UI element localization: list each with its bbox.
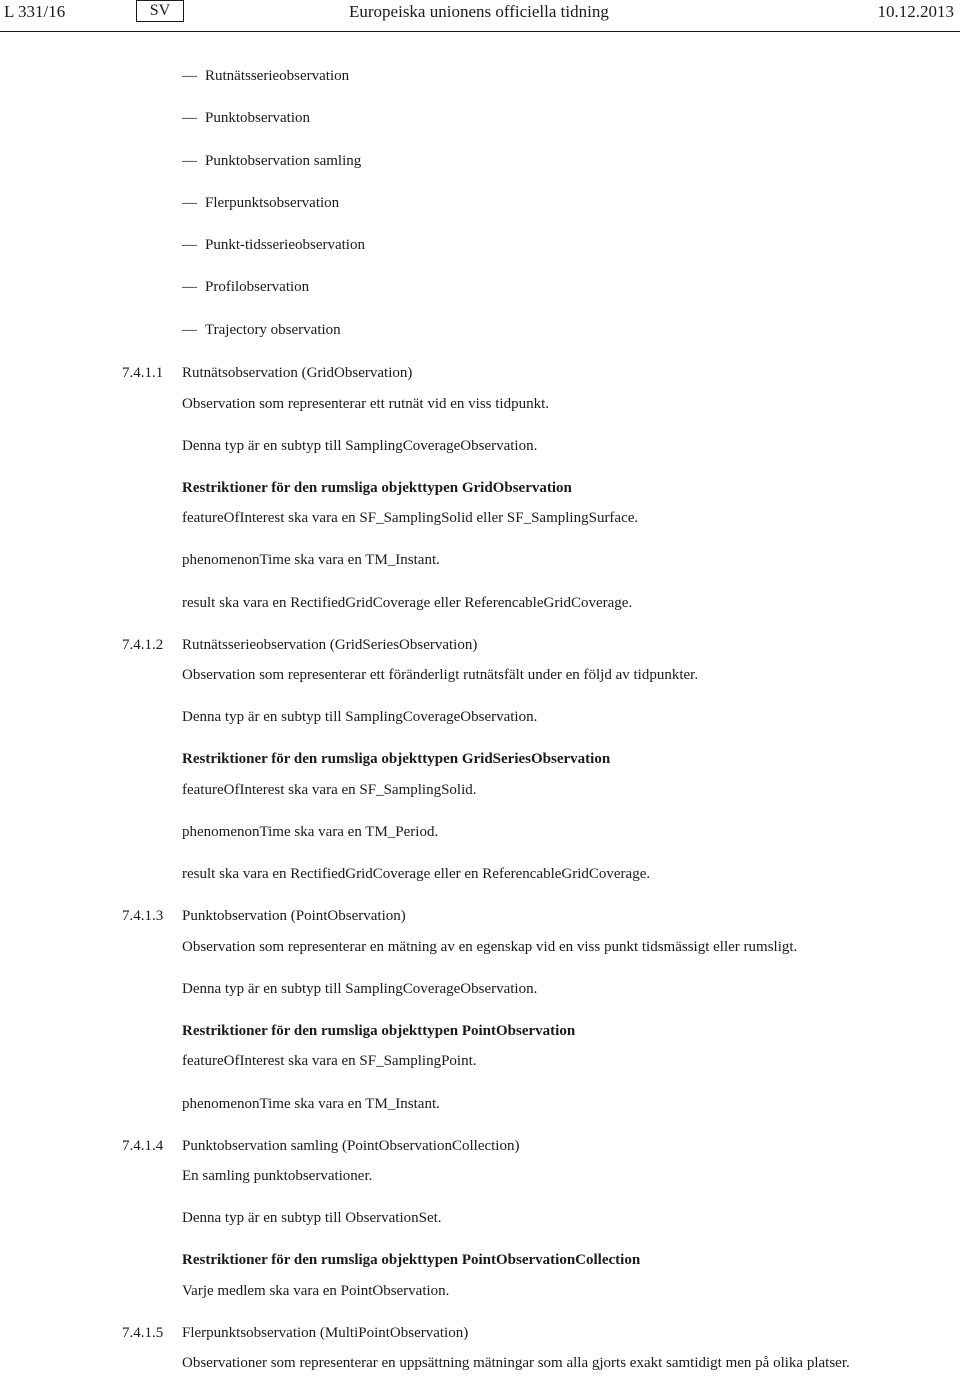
journal-title: Europeiska unionens officiella tidning	[349, 2, 609, 21]
dash-glyph: —	[182, 152, 197, 169]
section-description: En samling punktobservationer.	[182, 1168, 373, 1184]
subtype-note: Denna typ är en subtyp till ObservationSet.	[182, 1210, 442, 1226]
section-title: Rutnätsobservation (GridObservation)	[182, 365, 413, 381]
subtype-note: Denna typ är en subtyp till SamplingCoverageObservation.	[182, 438, 538, 454]
constraint-heading: Restriktioner för den rumsliga objekttypen PointObservationCollection	[182, 1252, 641, 1268]
section-number: 7.4.1.4	[122, 1138, 164, 1154]
section-number: 7.4.1.5	[122, 1325, 164, 1341]
list-item: — Profilobservation	[182, 279, 310, 296]
constraint-item: featureOfInterest ska vara en SF_SamplingSolid.	[182, 782, 477, 798]
dash-glyph: —	[182, 194, 197, 211]
page-header	[0, 0, 960, 32]
publication-date: 10.12.2013	[877, 2, 954, 21]
section-description: Observation som representerar en mätning av en egenskap vid en viss punkt tidsmässigt eller rumsligt.	[182, 939, 798, 955]
constraint-item: featureOfInterest ska vara en SF_SamplingPoint.	[182, 1053, 477, 1069]
constraint-item: phenomenonTime ska vara en TM_Instant.	[182, 1096, 440, 1112]
constraint-heading: Restriktioner för den rumsliga objekttypen GridObservation	[182, 480, 572, 496]
constraint-item: result ska vara en RectifiedGridCoverage eller en ReferencableGridCoverage.	[182, 866, 651, 882]
section-number: 7.4.1.2	[122, 637, 164, 653]
language-box: SV	[136, 0, 184, 22]
dash-list	[182, 66, 365, 362]
dash-glyph: —	[182, 321, 197, 338]
list-item: — Rutnätsserieobservation	[182, 68, 350, 84]
constraint-item: phenomenonTime ska vara en TM_Instant.	[182, 552, 440, 568]
page-number: L 331/16	[4, 2, 66, 21]
constraint-item: result ska vara en RectifiedGridCoverage eller ReferencableGridCoverage.	[182, 595, 633, 611]
dash-glyph: —	[182, 237, 197, 254]
list-item: — Punkt-tidsserieobservation	[182, 237, 365, 254]
section-description: Observation som representerar ett föränderligt rutnätsfält under en följd av tidpunkter.	[182, 667, 699, 683]
list-item: — Punktobservation samling	[182, 152, 362, 169]
section-description: Observationer som representerar en uppsättning mätningar som alla gjorts exakt samtidigt men på olika platser.	[182, 1355, 850, 1371]
subtype-note: Denna typ är en subtyp till SamplingCoverageObservation.	[182, 709, 538, 725]
constraint-item: Varje medlem ska vara en PointObservation.	[182, 1283, 450, 1299]
list-item: — Punktobservation	[182, 110, 310, 127]
section-title: Flerpunktsobservation (MultiPointObservation)	[182, 1325, 469, 1341]
section-description: Observation som representerar ett rutnät vid en viss tidpunkt.	[182, 396, 549, 412]
section-title: Punktobservation (PointObservation)	[182, 908, 406, 924]
list-item: — Trajectory observation	[182, 321, 341, 338]
section-title: Rutnätsserieobservation (GridSeriesObservation)	[182, 637, 478, 653]
section-title: Punktobservation samling (PointObservationCollection)	[182, 1138, 520, 1154]
list-item: — Flerpunktsobservation	[182, 194, 340, 211]
constraint-item: featureOfInterest ska vara en SF_SamplingSolid eller SF_SamplingSurface.	[182, 510, 639, 526]
section-number: 7.4.1.1	[122, 365, 164, 381]
section-number: 7.4.1.3	[122, 908, 164, 924]
dash-glyph: —	[182, 68, 197, 84]
constraint-heading: Restriktioner för den rumsliga objekttypen GridSeriesObservation	[182, 751, 611, 767]
constraint-heading: Restriktioner för den rumsliga objekttypen PointObservation	[182, 1023, 576, 1039]
subtype-note: Denna typ är en subtyp till SamplingCoverageObservation.	[182, 981, 538, 997]
dash-glyph: —	[182, 110, 197, 127]
dash-glyph: —	[182, 279, 197, 296]
header-rule	[0, 31, 960, 32]
constraint-item: phenomenonTime ska vara en TM_Period.	[182, 824, 439, 840]
